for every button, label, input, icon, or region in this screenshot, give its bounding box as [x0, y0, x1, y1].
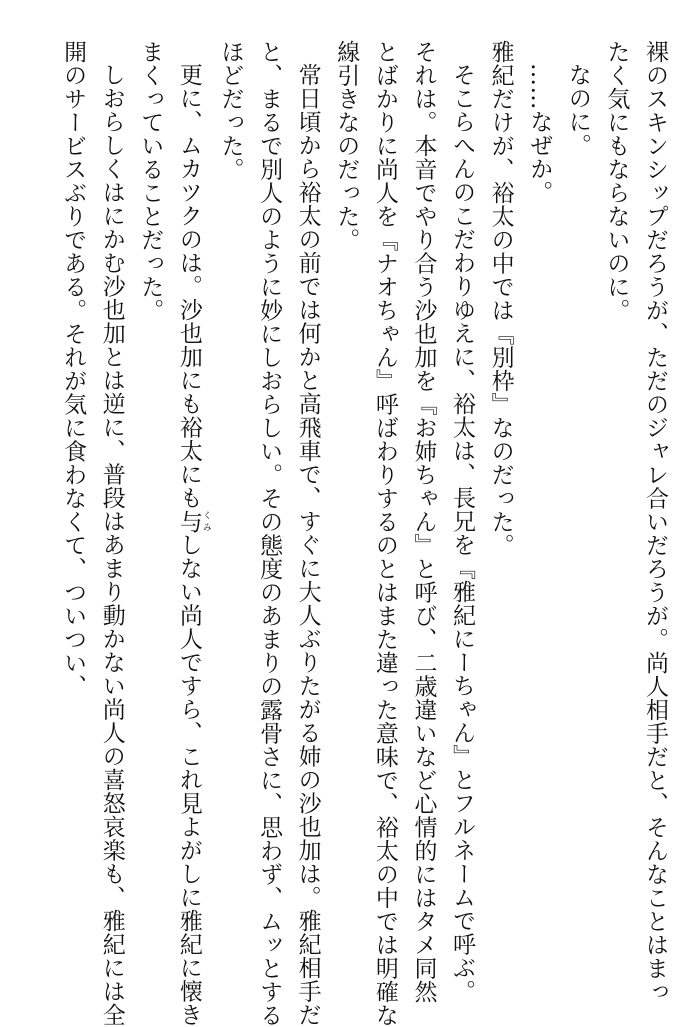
- text-line-2: たく気にもならないのに。: [603, 40, 630, 322]
- ruby-line-before: 更に、ムカツクのは。沙也加にも裕太にも: [175, 63, 202, 510]
- text-line-1: 裸のスキンシップだろうが、ただのジャレ合いだろうが。尚人相手だと、そんなことはまっ: [642, 40, 668, 1004]
- text-line-5: 雅紀だけが、裕太の中では『別枠』なのだった。: [487, 40, 514, 557]
- ruby-line-after: しない尚人ですら、これ見よがしに雅紀に懐き: [175, 533, 202, 1027]
- text-line-9: 線引きなのだった。: [333, 40, 360, 252]
- text-line-8: とばかりに尚人を『ナオちゃん』呼ばわりするのとはまた違った意味で、裕太の中では明確な: [371, 40, 398, 1027]
- ruby-base: 与: [175, 509, 202, 533]
- text-line-16: 開のサービスぶりである。それが気に食わなくて、ついつい、: [60, 40, 87, 698]
- text-line-6: そこらへんのこだわりゆえに、裕太は、長兄を『雅紀にーちゃん』とフルネームで呼ぶ。: [449, 63, 476, 1003]
- ruby-annotation: [175, 509, 211, 534]
- text-line-4: ……なぜか。: [526, 63, 553, 204]
- text-line-12: ほどだった。: [217, 40, 244, 181]
- text-line-13-with-ruby: [169, 40, 211, 1027]
- text-line-11: と、まるで別人のように妙にしおらしい。その態度のあまりの露骨さに、思わず、ムッとする: [256, 40, 283, 1027]
- vertical-text-body: [14, 40, 674, 1027]
- text-line-10: 常日頃から裕太の前では何かと高飛車で、すぐに大人ぶりたがる姉の沙也加は。雅紀相手だ: [294, 63, 321, 1027]
- text-line-7: それは。本音でやり合う沙也加を『お姉ちゃん』と呼び、二歳違いなど心情的にはタメ同然: [410, 40, 437, 1004]
- text-line-3: なのに。: [564, 63, 591, 157]
- text-line-14: まくっていることだった。: [137, 40, 164, 322]
- text-line-15: しおらしくはにかむ沙也加とは逆に、普段はあまり動かない尚人の喜怒哀楽も、雅紀には全: [98, 63, 125, 1027]
- ruby-reading: くみ: [200, 509, 211, 533]
